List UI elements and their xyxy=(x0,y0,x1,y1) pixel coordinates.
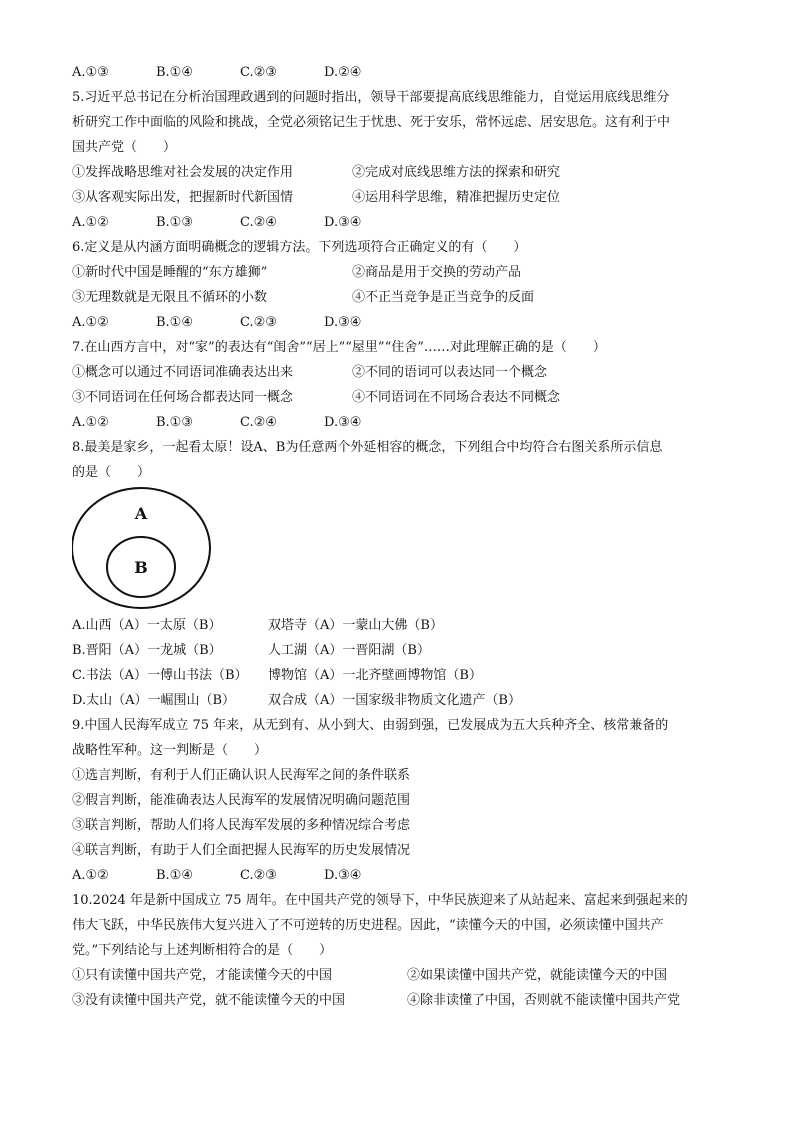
q6-option-c[interactable]: C.②③ xyxy=(240,315,277,330)
q7-items-row-1 xyxy=(72,360,722,385)
q8-choice-c-right: 博物馆（A）一北齐壁画博物馆（B） xyxy=(268,668,482,683)
q10-stem-line-2: 伟大飞跃，中华民族伟大复兴进入了不可逆转的历史进程。因此，“读懂今天的中国，必须读懂中国共产 xyxy=(72,918,664,933)
q8-choice-a[interactable] xyxy=(72,613,722,638)
q5-items-row-1 xyxy=(72,160,722,185)
q10-stem-line-1: 10.2024 年是新中国成立 75 周年。在中国共产党的领导下，中华民族迎来了从站起来、富起来到强起来的 xyxy=(72,893,688,908)
q7-option-a[interactable]: A.①② xyxy=(72,415,109,430)
q10-items-row-1 xyxy=(72,963,722,988)
q10-stem-line-3: 党。”下列结论与上述判断相符合的是（ ） xyxy=(72,943,333,958)
q7-item-2: ②不同的语词可以表达同一个概念 xyxy=(352,365,548,380)
q6-items-row-1 xyxy=(72,260,722,285)
q5-item-4: ④运用科学思维，精准把握历史定位 xyxy=(352,190,561,205)
label-b: B xyxy=(134,558,148,577)
q8-choice-b-right: 人工湖（A）一晋阳湖（B） xyxy=(268,643,430,658)
q5-options xyxy=(72,210,722,235)
q6-option-d[interactable]: D.③④ xyxy=(324,315,362,330)
q9-item-1: ①选言判断，有利于人们正确认识人民海军之间的条件联系 xyxy=(72,768,411,783)
q6-option-a[interactable]: A.①② xyxy=(72,315,109,330)
q9-stem-line-2: 战略性军种。这一判断是（ ） xyxy=(72,743,268,758)
q4-option-a[interactable]: A.①③ xyxy=(72,65,109,80)
q9-item-4: ④联言判断，有助于人们全面把握人民海军的历史发展情况 xyxy=(72,843,411,858)
q7-option-b[interactable]: B.①③ xyxy=(156,415,193,430)
q9-option-d[interactable]: D.③④ xyxy=(324,868,362,883)
q10-item-3: ③没有读懂中国共产党，就不能读懂今天的中国 xyxy=(72,993,346,1008)
q8-choice-d-left: D.太山（A）一崛围山（B） xyxy=(72,693,236,708)
q5-items-row-2 xyxy=(72,185,722,210)
q9-stem-line-1: 9.中国人民海军成立 75 年来，从无到有、从小到大、由弱到强，已发展成为五大兵种齐全、核常兼备的 xyxy=(72,718,669,733)
q6-item-4: ④不正当竞争是正当竞争的反面 xyxy=(352,290,535,305)
q8-choice-d-right: 双合成（A）一国家级非物质文化遗产（B） xyxy=(268,693,521,708)
q5-option-c[interactable]: C.②④ xyxy=(240,215,277,230)
q5-stem-line-3: 国共产党（ ） xyxy=(72,140,177,155)
q6-option-b[interactable]: B.①④ xyxy=(156,315,193,330)
q5-option-b[interactable]: B.①③ xyxy=(156,215,193,230)
q9-option-b[interactable]: B.①④ xyxy=(156,868,193,883)
q8-choice-a-left: A.山西（A）一太原（B） xyxy=(72,618,222,633)
q5-stem-line-1: 5.习近平总书记在分析治国理政遇到的问题时指出，领导干部要提高底线思维能力，自觉运用底线思维分 xyxy=(72,90,670,105)
q5-item-1: ①发挥战略思维对社会发展的决定作用 xyxy=(72,165,294,180)
q8-stem-line-1: 8.最美是家乡，一起看太原！设A、B为任意两个外延相容的概念，下列组合中均符合右图关系所示信息 xyxy=(72,440,663,455)
q7-option-d[interactable]: D.③④ xyxy=(324,415,362,430)
label-a: A xyxy=(134,504,148,523)
q7-items-row-2 xyxy=(72,385,722,410)
q8-choice-c-left: C.书法（A）一傅山书法（B） xyxy=(72,668,248,683)
q10-item-2: ②如果读懂中国共产党，就能读懂今天的中国 xyxy=(407,968,668,983)
q8-choice-b[interactable] xyxy=(72,638,722,663)
q9-item-3: ③联言判断，帮助人们将人民海军发展的多种情况综合考虑 xyxy=(72,818,411,833)
q9-option-c[interactable]: C.②③ xyxy=(240,868,277,883)
q8-choice-c[interactable] xyxy=(72,663,722,688)
q9-option-a[interactable]: A.①② xyxy=(72,868,109,883)
q7-item-4: ④不同语词在不同场合表达不同概念 xyxy=(352,390,561,405)
q7-item-3: ③不同语词在任何场合都表达同一概念 xyxy=(72,390,294,405)
q5-item-3: ③从客观实际出发，把握新时代新国情 xyxy=(72,190,294,205)
q6-items-row-2 xyxy=(72,285,722,310)
q5-option-a[interactable]: A.①② xyxy=(72,215,109,230)
q6-item-1: ①新时代中国是睡醒的“东方雄狮” xyxy=(72,265,268,280)
venn-diagram-svg xyxy=(72,485,222,613)
q6-stem-line-1: 6.定义是从内涵方面明确概念的逻辑方法。下列选项符合正确定义的有（ ） xyxy=(72,240,527,255)
q7-options xyxy=(72,410,722,435)
q4-option-b[interactable]: B.①④ xyxy=(156,65,193,80)
q5-item-2: ②完成对底线思维方法的探索和研究 xyxy=(352,165,561,180)
q8-choice-b-left: B.晋阳（A）一龙城（B） xyxy=(72,643,222,658)
q6-item-3: ③无理数就是无限且不循环的小数 xyxy=(72,290,268,305)
q8-choice-d[interactable] xyxy=(72,688,722,713)
q5-stem-line-2: 析研究工作中面临的风险和挑战，全党必须铭记生于忧患、死于安乐，常怀远虑、居安思危。这有利于中 xyxy=(72,115,671,130)
q5-option-d[interactable]: D.③④ xyxy=(324,215,362,230)
q4-option-c[interactable]: C.②③ xyxy=(240,65,277,80)
q4-options xyxy=(72,60,722,85)
venn-diagram xyxy=(72,485,722,613)
q10-item-1: ①只有读懂中国共产党，才能读懂今天的中国 xyxy=(72,968,333,983)
q7-stem-line-1: 7.在山西方言中，对“家”的表达有“闺舍”“居上”“屋里”“住舍”……对此理解正确的是（ ） xyxy=(72,340,606,355)
q9-item-2: ②假言判断，能准确表达人民海军的发展情况明确问题范围 xyxy=(72,793,411,808)
q7-option-c[interactable]: C.②④ xyxy=(240,415,277,430)
q10-item-4: ④除非读懂了中国，否则就不能读懂中国共产党 xyxy=(407,993,681,1008)
q4-option-d[interactable]: D.②④ xyxy=(324,65,362,80)
q8-stem-line-2: 的是（ ） xyxy=(72,465,151,480)
q7-item-1: ①概念可以通过不同语词准确表达出来 xyxy=(72,365,294,380)
q8-choice-a-right: 双塔寺（A）一蒙山大佛（B） xyxy=(268,618,443,633)
exam-page xyxy=(72,60,722,1013)
q6-options xyxy=(72,310,722,335)
q6-item-2: ②商品是用于交换的劳动产品 xyxy=(352,265,522,280)
q10-items-row-2 xyxy=(72,988,722,1013)
q9-options xyxy=(72,863,722,888)
